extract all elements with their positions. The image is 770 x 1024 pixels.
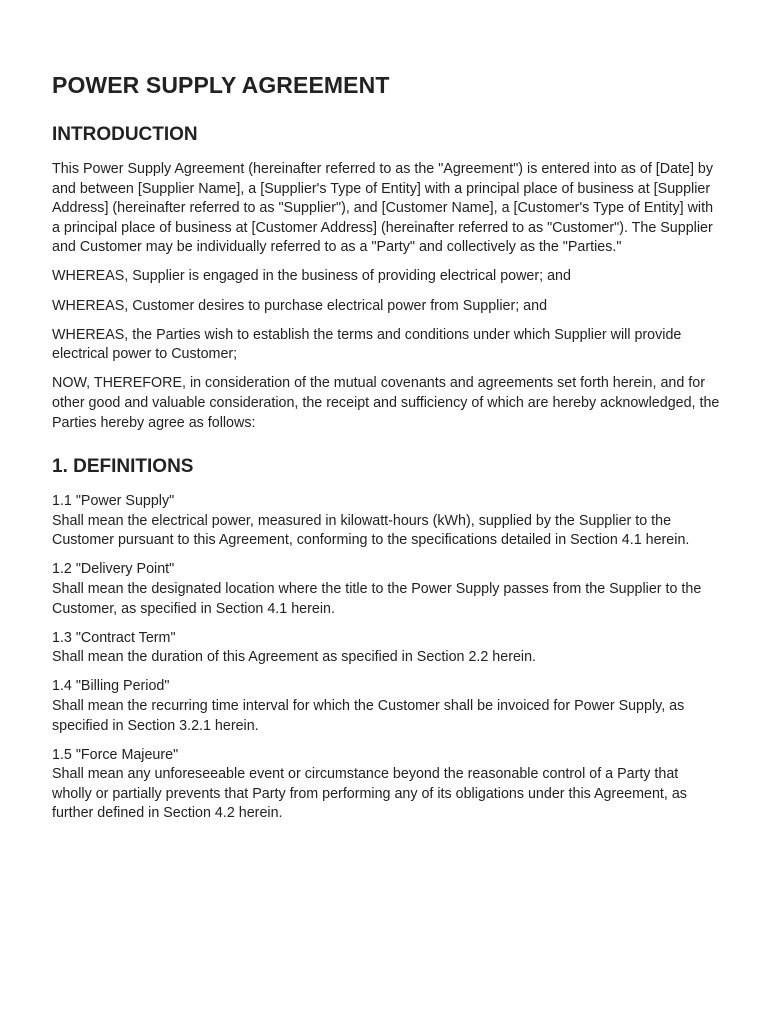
whereas-clause-2: WHEREAS, Customer desires to purchase electrical power from Supplier; and: [52, 297, 548, 314]
definition-item: [52, 560, 720, 619]
definition-item: [52, 677, 720, 736]
definition-item: [52, 629, 720, 668]
definitions-heading: 1. DEFINITIONS: [52, 456, 194, 478]
document-title: POWER SUPPLY AGREEMENT: [52, 72, 390, 98]
introduction-heading: INTRODUCTION: [52, 124, 198, 145]
definition-body: Shall mean the duration of this Agreement as specified in Section 2.2 herein.: [52, 649, 537, 666]
whereas-clause-1: WHEREAS, Supplier is engaged in the business of providing electrical power; and: [52, 268, 571, 285]
document-page: [52, 70, 720, 824]
definition-title: 1.1 "Power Supply": [52, 493, 175, 510]
definition-title: 1.5 "Force Majeure": [52, 746, 179, 763]
definition-body: Shall mean the electrical power, measured in kilowatt-hours (kWh), supplied by the Supplier to the Customer pursuant to this Agreement, conforming to the specifications detailed in Section 4.1 herein.: [52, 512, 690, 549]
definition-item: [52, 746, 720, 824]
definition-title: 1.2 "Delivery Point": [52, 561, 175, 578]
definition-title: 1.4 "Billing Period": [52, 678, 170, 695]
now-therefore-clause: NOW, THEREFORE, in consideration of the mutual covenants and agreements set forth herein, and for other good and valuable consideration, the receipt and sufficiency of which are hereby acknowledged, the Parties hereby agree as follows:: [52, 375, 720, 431]
definition-title: 1.3 "Contract Term": [52, 629, 176, 646]
definition-body: Shall mean the recurring time interval for which the Customer shall be invoiced for Power Supply, as specified in Section 3.2.1 herein.: [52, 697, 685, 734]
definition-body: Shall mean any unforeseeable event or circumstance beyond the reasonable control of a Party that wholly or partially prevents that Party from performing any of its obligations under this Agreement, as further defined in Section 4.2 herein.: [52, 766, 687, 822]
introduction-paragraph: This Power Supply Agreement (hereinafter referred to as the "Agreement") is entered into as of [Date] by and between [Supplier Name], a [Supplier's Type of Entity] with a principal place of business at [Supplier Address] (hereinafter referred to as "Supplier"), and [Customer Name], a [Customer's Type of Entity] with a principal place of business at [Customer Address] (hereinafter referred to as "Customer"). The Supplier and Customer may be individually referred to as a "Party" and collectively as the "Parties.": [52, 161, 714, 256]
whereas-clause-3: WHEREAS, the Parties wish to establish the terms and conditions under which Supplier will provide electrical power to Customer;: [52, 326, 682, 363]
definition-item: [52, 492, 720, 551]
definition-body: Shall mean the designated location where the title to the Power Supply passes from the Supplier to the Customer, as specified in Section 4.1 herein.: [52, 581, 702, 617]
